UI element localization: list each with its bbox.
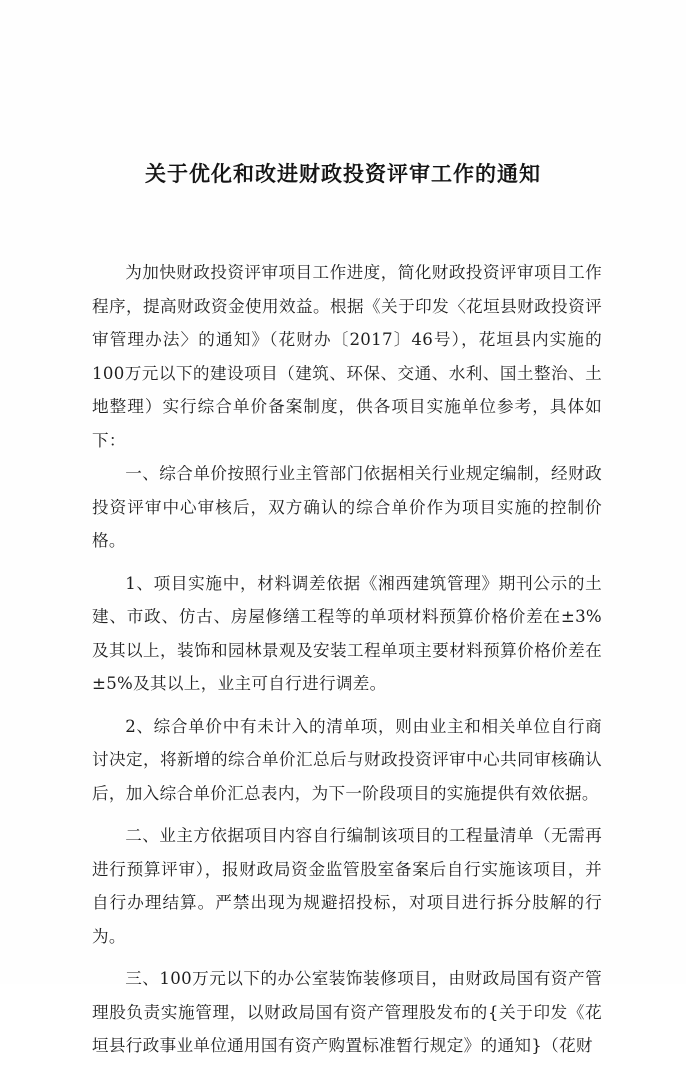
- document-title: 关于优化和改进财政投资评审工作的通知: [145, 162, 541, 186]
- paragraph-section-3: 三、100万元以下的办公室装饰装修项目，由财政局国有资产管理股负责实施管理，以财政局国有资产管理股发布的{关于印发《花垣县行政事业单位通用国有资产购置标准暂行规定》的通知}（花财: [92, 969, 602, 1055]
- paragraph-section-2: 二、业主方依据项目内容自行编制该项目的工程量清单（无需再进行预算评审），报财政局资金监管股室备案后自行实施该项目，并自行办理结算。严禁出现为规避招投标，对项目进行拆分肢解的行为。: [92, 826, 602, 946]
- paragraph-section-1: 一、综合单价按照行业主管部门依据相关行业规定编制，经财政投资评审中心审核后，双方确认的综合单价作为项目实施的控制价格。: [92, 464, 602, 550]
- paragraph-item-1: 1、项目实施中，材料调差依据《湘西建筑管理》期刊公示的土建、市政、仿古、房屋修缮工程等的单项材料预算价格价差在±3%及其以上，装饰和园林景观及安装工程单项主要材料预算价格价差在±5%及其以上，业主可自行进行调差。: [92, 573, 602, 693]
- paragraph-item-2: 2、综合单价中有未计入的清单项，则由业主和相关单位自行商讨决定，将新增的综合单价汇总后与财政投资评审中心共同审核确认后，加入综合单价汇总表内，为下一阶段项目的实施提供有效依据。: [92, 716, 602, 803]
- document-body: [92, 256, 602, 1072]
- paragraph-intro: 为加快财政投资评审项目工作进度，简化财政投资评审项目工作程序，提高财政资金使用效益。根据《关于印发〈花垣县财政投资评审管理办法〉的通知》（花财办〔2017〕46号），花垣县内实施的100万元以下的建设项目（建筑、环保、交通、水利、国土整治、土地整理）实行综合单价备案制度，供各项目实施单位参考，具体如下：: [92, 263, 602, 450]
